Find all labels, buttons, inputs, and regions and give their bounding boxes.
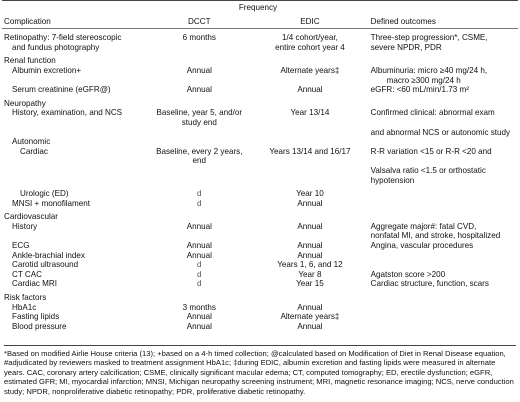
section-row-renal: Renal function <box>4 56 56 66</box>
table-row: Valsalva ratio <1.5 or orthostatic <box>370 165 486 175</box>
header-row-frequency <box>2 1 518 15</box>
table-row: Autonomic <box>12 137 51 147</box>
defined-outcomes-header: Defined outcomes <box>369 15 518 29</box>
table-row: Cardiac MRI d Year 15 Cardiac structure, function, scars <box>12 279 489 289</box>
table-row: Retinopathy: 7-field stereoscopic 6 months 1/4 cohort/year, Three-step progression*, CSME, <box>4 33 488 43</box>
table-row: Urologic (ED) d Year 10 <box>20 189 324 199</box>
table-row: Albumin excretion+ Annual Alternate years‡ Albuminuria: micro ≥40 mg/24 h, <box>12 65 488 75</box>
dcct-header: DCCT <box>147 15 251 29</box>
table-row: macro ≥300 mg/24 h <box>386 75 461 85</box>
header-row-columns <box>2 15 518 29</box>
edic-header: EDIC <box>251 15 368 29</box>
table-row: nonfatal MI, and stroke, hospitalized <box>370 231 501 241</box>
table-row: Serum creatinine (eGFR@) Annual Annual eGFR: <60 mL/min/1.73 m² <box>12 85 469 95</box>
complication-header: Complication <box>2 15 147 29</box>
table-row: Carotid ultrasound d Years 1, 6, and 12 <box>12 260 343 270</box>
table-row: HbA1c 3 months Annual <box>12 302 323 312</box>
table-row: CT CAC d Year 8 Agatston score >200 <box>12 269 446 279</box>
table-row: hypotension <box>370 175 415 185</box>
table-footnote: *Based on modified Airlie House criteria (13); +based on a 4-h timed collection; @calculated based on Modification of Diet in Renal Disease equation, #adjudicated by reviewers masked to treatment assignment HbA1c; ‡during EDIC, albumin excretion and fasting lipids were measured in alternate years. CAC, coronary artery calcification; CSME, clinically significant macular edema; CT, computed tomography; ED, erectile dysfunction; eGFR, estimated GFR; MI, myocardial infarction; MNSI, Michigan neuropathy screening instrument; MRI, magnetic resonance imaging; NCS, nerve conduction study; NPDR, nonproliferative diabetic retinopathy; PDR, proliferative diabetic retinopathy. <box>4 345 516 396</box>
table-row: and fundus photography entire cohort year 4 severe NPDR, PDR <box>12 42 442 52</box>
table-row: Cardiac Baseline, every 2 years, end Years 13/14 and 16/17 R-R variation <15 or R-R <20 and <box>20 146 492 166</box>
section-row-neuropathy: Neuropathy <box>4 98 46 108</box>
table-row: MNSI + monofilament d Annual <box>12 198 323 208</box>
frequency-header: Frequency <box>147 1 368 15</box>
table-row: Fasting lipids Annual Alternate years‡ <box>12 312 340 322</box>
table-row: History Annual Annual Aggregate major#: fatal CVD, <box>12 221 477 231</box>
complications-table <box>2 0 518 331</box>
section-row-risk-factors: Risk factors <box>4 293 47 303</box>
table-row: Blood pressure Annual Annual <box>12 321 323 331</box>
table-row: History, examination, and NCS Baseline, year 5, and/or study end Year 13/14 Confirmed clinical: abnormal exam <box>12 108 495 127</box>
table-row: Ankle-brachial index Annual Annual <box>12 250 323 260</box>
table-row: ECG Annual Annual Angina, vascular procedures <box>12 241 474 251</box>
section-row-cardiovascular: Cardiovascular <box>4 212 58 222</box>
table-row: and abnormal NCS or autonomic study <box>370 127 511 137</box>
